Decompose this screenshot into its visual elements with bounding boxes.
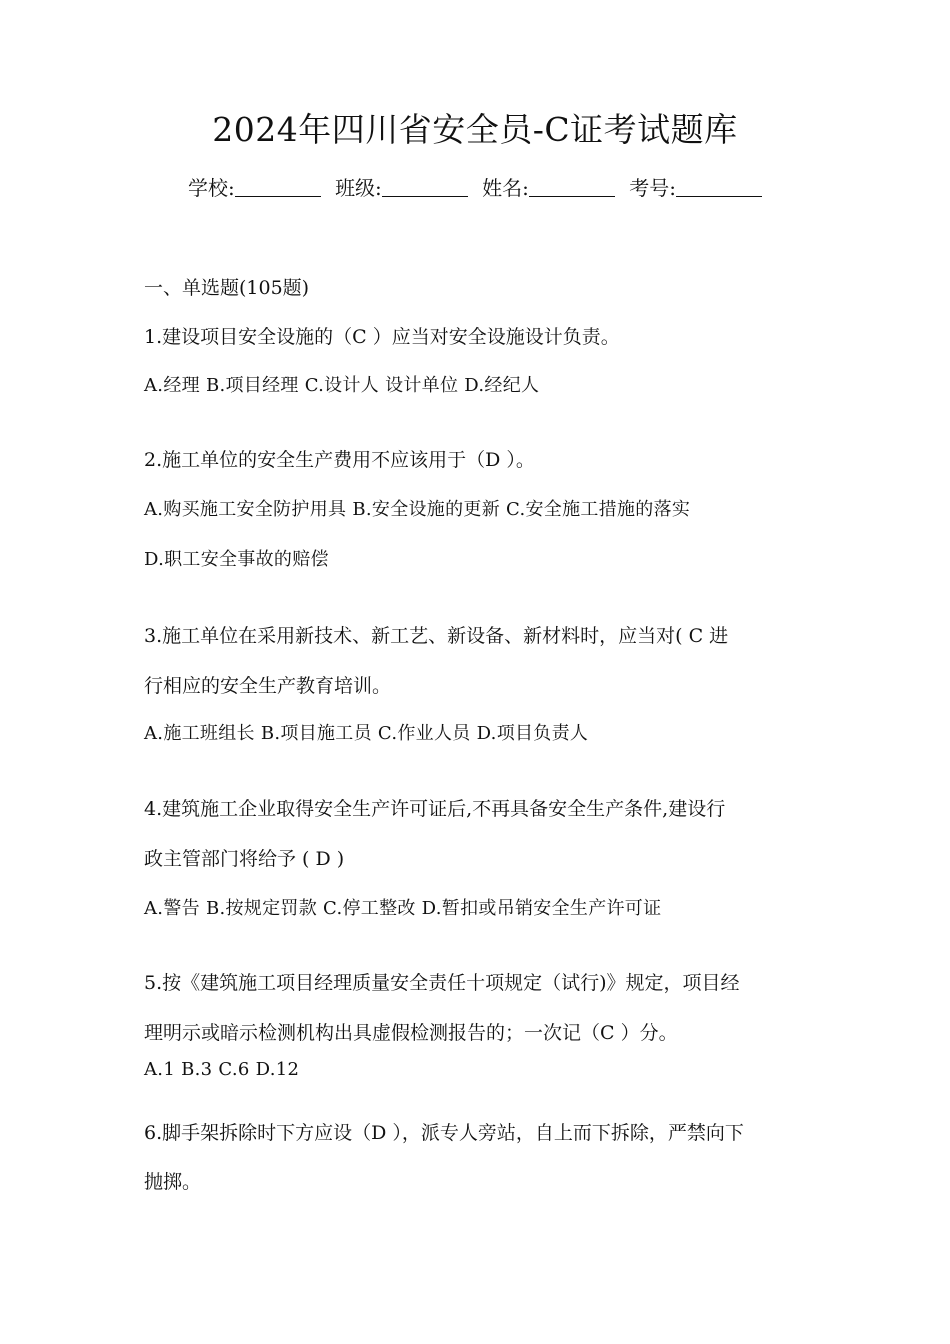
- question-5-options: A.1 B.3 C.6 D.12: [144, 1059, 300, 1080]
- question-4-cont: 政主管部门将给予 ( D ): [144, 848, 345, 870]
- question-5: 5.按《建筑施工项目经理质量安全责任十项规定（试行)》规定，项目经: [144, 972, 740, 994]
- question-4-options: A.警告 B.按规定罚款 C.停工整改 D.暂扣或吊销安全生产许可证: [144, 898, 662, 919]
- question-4: 4.建筑施工企业取得安全生产许可证后,不再具备安全生产条件,建设行: [144, 798, 726, 820]
- question-6-cont: 抛掷。: [144, 1171, 202, 1193]
- question-6: 6.脚手架拆除时下方应设（D ），派专人旁站，自上而下拆除，严禁向下: [144, 1122, 744, 1144]
- document-title: 2024年四川省安全员-C证考试题库: [212, 110, 738, 149]
- question-2: 2.施工单位的安全生产费用不应该用于（D ）。: [144, 449, 535, 471]
- class-label: 班级:: [335, 176, 382, 200]
- question-2-options: A.购买施工安全防护用具 B.安全设施的更新 C.安全施工措施的落实: [144, 499, 691, 520]
- name-blank: [529, 176, 615, 197]
- school-label: 学校:: [187, 176, 235, 200]
- name-label: 姓名:: [482, 176, 529, 200]
- question-1: 1.建设项目安全设施的（C ）应当对安全设施设计负责。: [144, 326, 620, 348]
- student-info-row: [0, 172, 950, 201]
- exam-number-label: 考号:: [629, 176, 677, 200]
- question-3: 3.施工单位在采用新技术、新工艺、新设备、新材料时，应当对( C 进: [144, 625, 729, 647]
- section-heading: 一、单选题(105题): [144, 277, 310, 299]
- question-3-cont: 行相应的安全生产教育培训。: [144, 675, 392, 697]
- exam-number-blank: [676, 176, 762, 197]
- question-1-options: A.经理 B.项目经理 C.设计人 设计单位 D.经纪人: [144, 375, 540, 396]
- question-2-options-cont: D.职工安全事故的赔偿: [144, 549, 329, 570]
- question-5-cont: 理明示或暗示检测机构出具虚假检测报告的；一次记（C ）分。: [144, 1022, 678, 1044]
- question-3-options: A.施工班组长 B.项目施工员 C.作业人员 D.项目负责人: [144, 723, 589, 744]
- school-blank: [235, 176, 321, 197]
- class-blank: [382, 176, 468, 197]
